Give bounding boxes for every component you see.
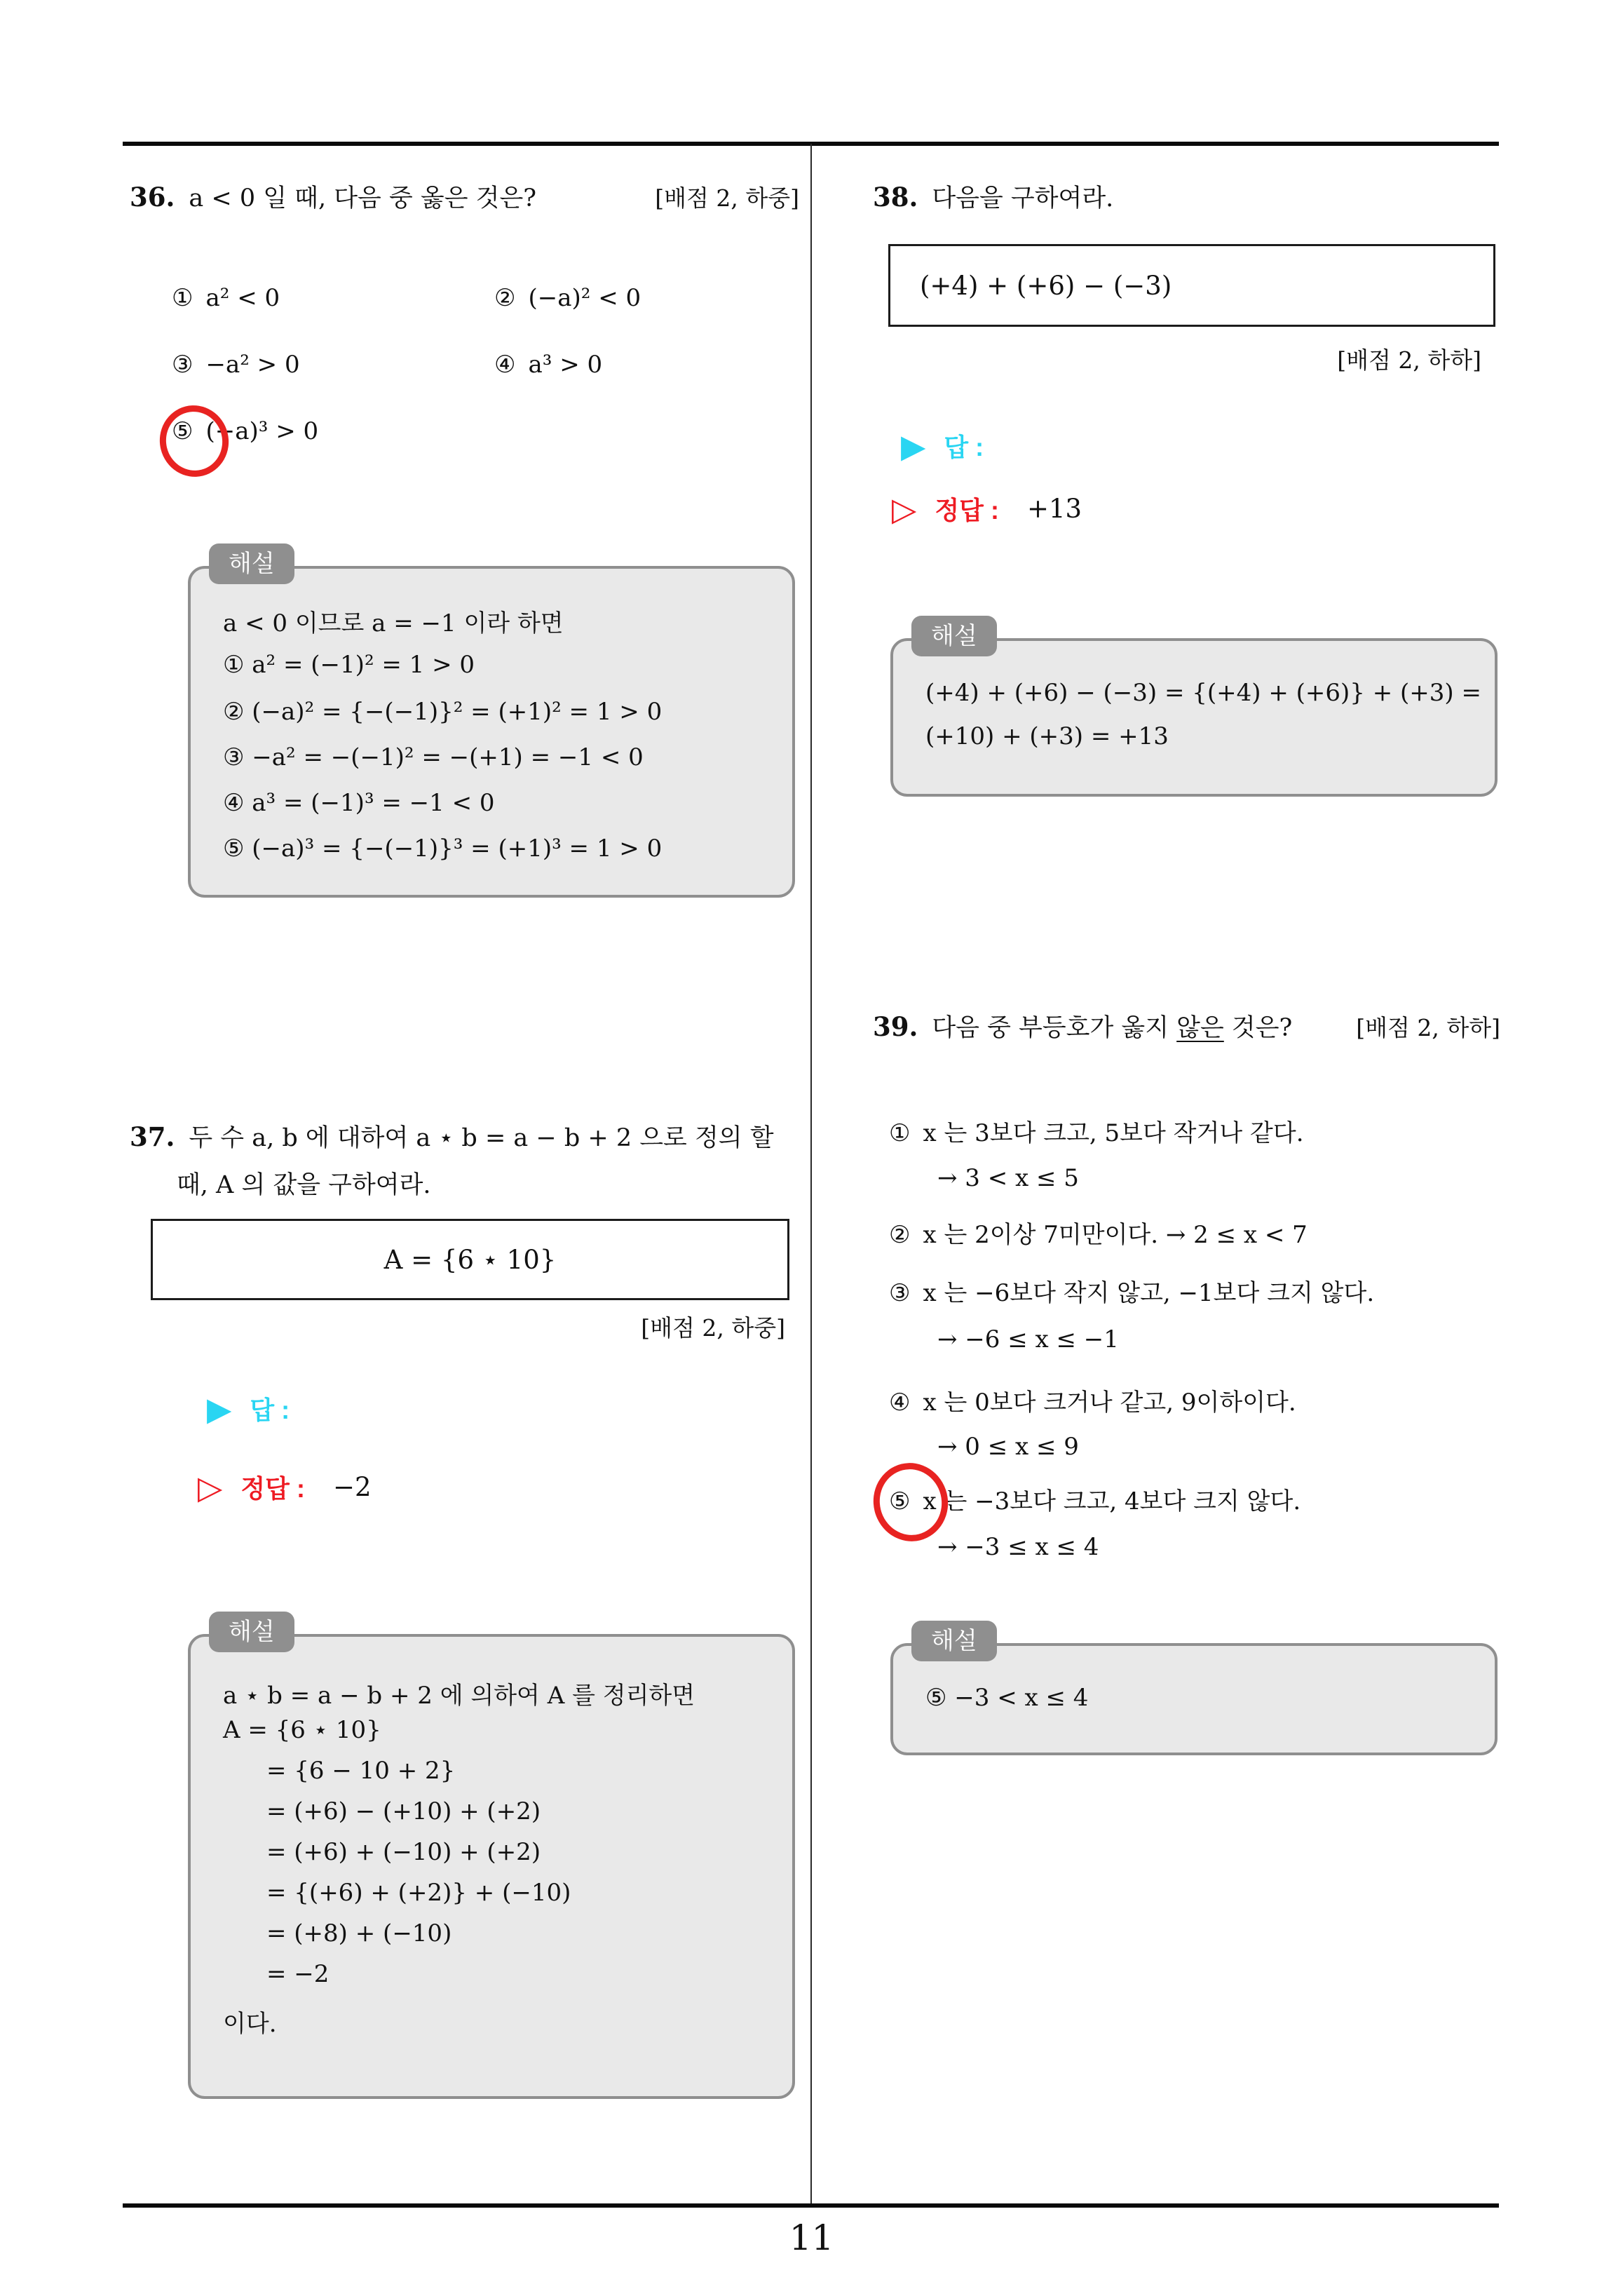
problem-39-choice-5-arrow: → −3 ≤ x ≤ 4 — [937, 1533, 1099, 1561]
choice-text: (−a)³ > 0 — [205, 417, 319, 445]
problem-38-formula-box — [888, 244, 1495, 327]
explanation-line: = (+6) − (+10) + (+2) — [266, 1797, 541, 1825]
problem-39-choice-4-arrow: → 0 ≤ x ≤ 9 — [937, 1433, 1079, 1461]
correct-triangle-icon: ▷ — [198, 1468, 223, 1506]
formula-text: A = {6 ⋆ 10} — [383, 1244, 557, 1275]
problem-37-answer-row — [207, 1391, 290, 1426]
choice-marker: ① — [172, 284, 193, 312]
explanation-box-37 — [188, 1618, 795, 2099]
explanation-line: 이다. — [223, 2010, 277, 2038]
problem-38-number: 38. — [873, 182, 918, 212]
choice-marker: ② — [889, 1221, 911, 1249]
choice-text: x 는 3보다 크고, 5보다 작거나 같다. — [923, 1119, 1304, 1147]
problem-39-choice-5 — [889, 1482, 1301, 1516]
choice-marker: ⑤ — [889, 1487, 911, 1515]
explanation-box-39 — [890, 1627, 1498, 1755]
explanation-box-38 — [890, 622, 1498, 797]
problem-39-choice-3 — [889, 1274, 1374, 1308]
explanation-line: ① a² = (−1)² = 1 > 0 — [223, 651, 475, 679]
problem-38-correct-row — [892, 491, 1082, 527]
explanation-line: A = {6 ⋆ 10} — [223, 1716, 381, 1744]
choice-marker: ⑤ — [172, 417, 193, 445]
explanation-tab: 해설 — [911, 616, 997, 656]
problem-39-choice-4 — [889, 1383, 1296, 1417]
explanation-line: (+10) + (+3) = +13 — [925, 722, 1169, 750]
problem-37-points: [배점 2, 하중] — [641, 1314, 785, 1342]
choice-marker: ④ — [494, 351, 516, 379]
problem-36-choice-1 — [172, 284, 280, 312]
problem-38-header — [873, 179, 1113, 214]
problem-36-question: a < 0 일 때, 다음 중 옳은 것은? — [189, 184, 537, 212]
answer-label: 답 : — [250, 1396, 290, 1424]
choice-text: x 는 −3보다 크고, 4보다 크지 않다. — [923, 1487, 1301, 1515]
problem-38-answer-row — [901, 428, 984, 464]
explanation-tab: 해설 — [911, 1621, 997, 1661]
explanation-box-36 — [188, 550, 795, 898]
choice-marker: ③ — [172, 351, 193, 379]
choice-marker: ① — [889, 1119, 911, 1147]
problem-39-choice-1 — [889, 1114, 1304, 1148]
problem-39-points: [배점 2, 하하] — [1356, 1014, 1500, 1041]
explanation-line: ⑤ −3 < x ≤ 4 — [925, 1684, 1089, 1712]
correct-answer-value: +13 — [1026, 494, 1082, 524]
problem-37-question-line2: 때, A 의 값을 구하여라. — [177, 1171, 431, 1199]
column-divider — [810, 144, 812, 2206]
explanation-line: = {(+6) + (+2)} + (−10) — [266, 1879, 571, 1907]
formula-text: (+4) + (+6) − (−3) — [920, 270, 1172, 301]
problem-39-question: 다음 중 부등호가 옳지 않은 것은? — [932, 1014, 1293, 1042]
red-answer-circle-36 — [152, 398, 236, 485]
explanation-line: ② (−a)² = {−(−1)}² = (+1)² = 1 > 0 — [223, 698, 663, 726]
choice-text: x 는 2이상 7미만이다. → 2 ≤ x < 7 — [923, 1221, 1308, 1249]
choice-text: x 는 −6보다 작지 않고, −1보다 크지 않다. — [923, 1279, 1375, 1307]
problem-37-header — [130, 1119, 774, 1154]
problem-36-header — [130, 179, 799, 214]
explanation-line: (+4) + (+6) − (−3) = {(+4) + (+6)} + (+3) = — [925, 679, 1481, 707]
explanation-line: = −2 — [266, 1960, 330, 1988]
choice-marker: ③ — [889, 1279, 911, 1307]
explanation-line: ③ −a² = −(−1)² = −(+1) = −1 < 0 — [223, 743, 644, 771]
choice-text: x 는 0보다 크거나 같고, 9이하이다. — [923, 1389, 1296, 1417]
explanation-line: = (+6) + (−10) + (+2) — [266, 1838, 541, 1866]
explanation-tab: 해설 — [209, 1612, 294, 1652]
choice-marker: ② — [494, 284, 516, 312]
answer-label: 답 : — [944, 433, 984, 461]
problem-38-question: 다음을 구하여라. — [932, 184, 1114, 212]
problem-39-choice-3-arrow: → −6 ≤ x ≤ −1 — [937, 1325, 1119, 1353]
problem-37-correct-row — [198, 1469, 371, 1505]
problem-36-choice-2 — [494, 284, 641, 312]
answer-triangle-icon: ▶ — [207, 1389, 232, 1428]
problem-39-choice-1-arrow: → 3 < x ≤ 5 — [937, 1164, 1079, 1192]
problem-39-number: 39. — [873, 1011, 918, 1042]
correct-triangle-icon: ▷ — [892, 489, 917, 528]
explanation-line: a ⋆ b = a − b + 2 에 의하여 A 를 정리하면 — [223, 1682, 695, 1710]
problem-36-choice-3 — [172, 351, 300, 379]
problem-39-header — [873, 1008, 1500, 1044]
problem-38-points: [배점 2, 하하] — [1337, 346, 1481, 374]
explanation-line: = {6 − 10 + 2} — [266, 1757, 456, 1785]
choice-text: a² < 0 — [205, 284, 280, 312]
explanation-line: ⑤ (−a)³ = {−(−1)}³ = (+1)³ = 1 > 0 — [223, 835, 663, 863]
correct-label: 정답 : — [240, 1474, 305, 1503]
explanation-tab: 해설 — [209, 543, 294, 584]
explanation-line: ④ a³ = (−1)³ = −1 < 0 — [223, 789, 495, 817]
correct-label: 정답 : — [935, 496, 999, 525]
choice-text: a³ > 0 — [528, 351, 603, 379]
correct-answer-value: −2 — [332, 1472, 372, 1502]
explanation-line: = (+8) + (−10) — [266, 1919, 452, 1947]
problem-36-choice-4 — [494, 351, 602, 379]
underlined-word: 않은 — [1176, 1014, 1224, 1042]
choice-text: (−a)² < 0 — [528, 284, 641, 312]
bottom-rule — [123, 2203, 1499, 2208]
problem-37-question-line1: 두 수 a, b 에 대하여 a ⋆ b = a − b + 2 으로 정의 할 — [189, 1124, 774, 1152]
page-number: 11 — [789, 2217, 834, 2258]
choice-text: −a² > 0 — [205, 351, 300, 379]
problem-37-formula-box — [151, 1219, 789, 1300]
problem-37-number: 37. — [130, 1121, 175, 1152]
problem-39-choice-2 — [889, 1215, 1308, 1250]
answer-triangle-icon: ▶ — [901, 426, 926, 465]
problem-36-number: 36. — [130, 182, 175, 212]
explanation-line: a < 0 이므로 a = −1 이라 하면 — [223, 609, 564, 637]
choice-marker: ④ — [889, 1389, 911, 1417]
problem-36-points: [배점 2, 하중] — [655, 184, 799, 212]
